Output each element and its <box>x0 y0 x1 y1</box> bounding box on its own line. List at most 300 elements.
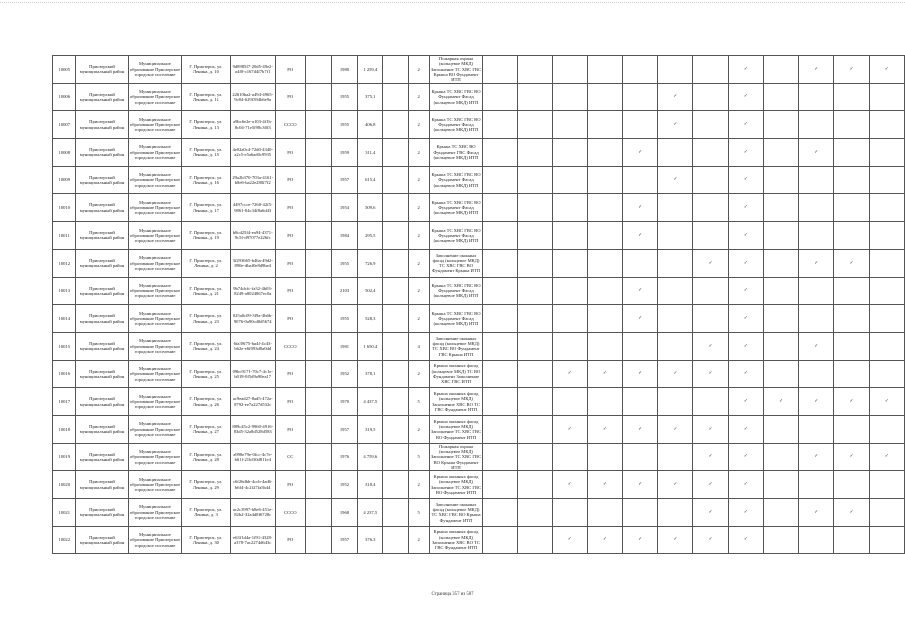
checkmark-cell <box>658 443 693 471</box>
checkmark-cell: ✓ <box>728 222 763 250</box>
checkmark-cell <box>587 56 622 84</box>
ownership-type-cell: СССО <box>275 111 305 139</box>
checkmark-cell <box>693 277 728 305</box>
checkmark-cell: ✓ <box>728 415 763 443</box>
checkmark-cell <box>869 360 904 388</box>
year-built-cell: 1959 <box>331 139 358 167</box>
empty-cell <box>383 111 408 139</box>
district-cell: Приозерский муниципальный район <box>76 249 128 277</box>
year-built-cell: 1952 <box>331 360 358 388</box>
area-cell: 4 759,6 <box>358 443 383 471</box>
checkmark-cell <box>587 111 622 139</box>
checkmark-cell <box>799 305 834 333</box>
checkmark-cell <box>693 166 728 194</box>
area-cell: 1 650,4 <box>358 332 383 360</box>
address-cell: Г. Приозерск, ул. Ленина, д. 27 <box>182 415 230 443</box>
checkmark-cell <box>869 249 904 277</box>
checkmark-cell <box>483 443 518 471</box>
floors-cell: 2 <box>408 56 429 84</box>
checkmark-cell: ✓ <box>587 360 622 388</box>
checkmark-cell <box>658 332 693 360</box>
checkmark-cell <box>869 139 904 167</box>
checkmark-cell <box>763 166 798 194</box>
year-built-cell: 1984 <box>331 222 358 250</box>
empty-cell <box>383 443 408 471</box>
checkmark-cell: ✓ <box>728 443 763 471</box>
checkmark-cell <box>517 139 552 167</box>
checkmark-cell <box>763 443 798 471</box>
checkmark-cell <box>693 305 728 333</box>
year-built-cell: 2103 <box>331 277 358 305</box>
checkmark-cell <box>763 471 798 499</box>
district-cell: Приозерский муниципальный район <box>76 415 128 443</box>
checkmark-cell: ✓ <box>623 139 658 167</box>
checkmark-cell <box>834 194 869 222</box>
municipality-cell: Муниципальное образование Приозерское городское поселение <box>128 166 182 194</box>
checkmark-cell <box>483 249 518 277</box>
building-id-cell: 3f293665-b46a-49d2-890e-dbaf0e8d9be4 <box>230 249 275 277</box>
empty-cell <box>383 360 408 388</box>
municipality-cell: Муниципальное образование Приозерское городское поселение <box>128 194 182 222</box>
checkmark-cell: ✓ <box>799 56 834 84</box>
checkmark-cell <box>869 194 904 222</box>
checkmark-cell <box>763 56 798 84</box>
row-number-cell: 10006 <box>53 83 76 111</box>
checkmark-cell: ✓ <box>693 443 728 471</box>
year-built-cell: 1957 <box>331 526 358 554</box>
ownership-type-cell: РО <box>275 388 305 416</box>
works-list-cell: Пожарная охрана (кольцевое МКД) Заполнение ТС ХВС ГВС ВО Крыша Фундамент ИТП <box>430 443 482 470</box>
ownership-type-cell: РО <box>275 415 305 443</box>
municipality-cell: Муниципальное образование Приозерское городское поселение <box>128 526 182 554</box>
checkmark-cell <box>869 83 904 111</box>
municipality-cell: Муниципальное образование Приозерское городское поселение <box>128 443 182 471</box>
checkmark-cell <box>799 194 834 222</box>
ownership-type-cell: РО <box>275 194 305 222</box>
checkmark-cell <box>834 415 869 443</box>
empty-cell <box>305 249 331 277</box>
checkmark-cell <box>552 139 587 167</box>
row-number-cell: 10022 <box>53 526 76 554</box>
checkmark-cell <box>834 526 869 554</box>
district-cell: Приозерский муниципальный район <box>76 277 128 305</box>
ownership-type-cell: СССО <box>275 499 305 527</box>
checkmark-cell <box>517 56 552 84</box>
row-number-cell: 10020 <box>53 471 76 499</box>
area-cell: 319,5 <box>358 415 383 443</box>
year-built-cell: 1970 <box>331 388 358 416</box>
empty-cell <box>305 388 331 416</box>
checkmark-cell <box>834 305 869 333</box>
empty-cell <box>305 443 331 471</box>
address-cell: Г. Приозерск, ул. Ленина, д. 19 <box>182 222 230 250</box>
table-row <box>53 305 905 333</box>
checkmark-cell <box>869 111 904 139</box>
checkmark-cell: ✓ <box>834 499 869 527</box>
building-id-cell: 22610ba2-a494-4965-9c84-629f394b6e9a <box>230 83 275 111</box>
empty-cell <box>305 360 331 388</box>
empty-cell <box>305 277 331 305</box>
table-row <box>53 111 905 139</box>
building-id-cell: 889c45c2-9960-4916-83d5-32a8d528d583 <box>230 415 275 443</box>
district-cell: Приозерский муниципальный район <box>76 305 128 333</box>
area-cell: 311,4 <box>358 139 383 167</box>
ownership-type-cell: РО <box>275 56 305 84</box>
checkmark-cell <box>869 166 904 194</box>
empty-cell <box>305 526 331 554</box>
address-cell: Г. Приозерск, ул. Ленина, д. 17 <box>182 194 230 222</box>
checkmark-cell <box>763 111 798 139</box>
district-cell: Приозерский муниципальный район <box>76 332 128 360</box>
municipality-cell: Муниципальное образование Приозерское городское поселение <box>128 139 182 167</box>
ownership-type-cell: РО <box>275 305 305 333</box>
ownership-type-cell: РО <box>275 83 305 111</box>
table-row <box>53 471 905 499</box>
year-built-cell: 1957 <box>331 415 358 443</box>
checkmark-cell <box>623 443 658 471</box>
checkmark-cell: ✓ <box>623 360 658 388</box>
checkmark-cell <box>658 305 693 333</box>
floors-cell: 2 <box>408 526 429 554</box>
district-cell: Приозерский муниципальный район <box>76 499 128 527</box>
checkmark-cell <box>552 111 587 139</box>
checkmark-cell <box>869 222 904 250</box>
checkmark-cell <box>799 526 834 554</box>
checkmark-cell <box>623 388 658 416</box>
works-list-cell: Крыша ТС ХВС ГВС ВО Фундамент Фасад (кольцевое МКД) ИТП <box>429 222 482 250</box>
address-cell: Г. Приозерск, ул. Ленина, д. 29 <box>182 471 230 499</box>
municipality-cell: Муниципальное образование Приозерское городское поселение <box>128 56 182 84</box>
checkmark-cell: ✓ <box>728 194 763 222</box>
checkmark-cell <box>483 415 518 443</box>
checkmark-cell <box>517 415 552 443</box>
district-cell: Приозерский муниципальный район <box>76 443 128 471</box>
municipality-cell: Муниципальное образование Приозерское городское поселение <box>128 83 182 111</box>
checkmark-cell <box>623 83 658 111</box>
checkmark-cell <box>517 111 552 139</box>
checkmark-cell: ✓ <box>799 332 834 360</box>
checkmark-cell <box>483 139 518 167</box>
empty-cell <box>305 222 331 250</box>
checkmark-cell <box>517 388 552 416</box>
checkmark-cell: ✓ <box>728 166 763 194</box>
works-list-cell: Крыша оконных фасад (кольцевое МКД) Заполнение ТС ХВС ГВС ВО Фундамент ИТП <box>429 471 482 499</box>
checkmark-cell <box>763 83 798 111</box>
checkmark-cell <box>483 83 518 111</box>
checkmark-cell <box>763 139 798 167</box>
table-row <box>53 222 905 250</box>
checkmark-cell <box>869 471 904 499</box>
checkmark-cell: ✓ <box>658 471 693 499</box>
works-list-cell: Заполнение оконных фасад (кольцевое МКД) ТС ХВС ГВС ВО Крыша Фундамент ИТП <box>429 499 482 527</box>
checkmark-cell <box>623 166 658 194</box>
checkmark-cell: ✓ <box>623 222 658 250</box>
municipality-cell: Муниципальное образование Приозерское городское поселение <box>128 360 182 388</box>
checkmark-cell: ✓ <box>693 415 728 443</box>
checkmark-cell <box>834 360 869 388</box>
checkmark-cell: ✓ <box>552 415 587 443</box>
checkmark-cell <box>693 83 728 111</box>
checkmark-cell <box>517 194 552 222</box>
ownership-type-cell: РО <box>275 139 305 167</box>
works-list-cell: Крыша оконных фасад (кольцевое МКД) Заполнение ХВС ВО ТС ГВС Фундамент ИТП <box>429 388 482 416</box>
ownership-type-cell: РО <box>275 222 305 250</box>
checkmark-cell <box>799 222 834 250</box>
table-row <box>53 139 905 167</box>
page-footer: Страница 357 из 587 <box>431 592 474 597</box>
floors-cell: 2 <box>408 471 429 499</box>
checkmark-cell <box>763 526 798 554</box>
area-cell: 509,6 <box>358 194 383 222</box>
year-built-cell: 1954 <box>331 194 358 222</box>
municipality-cell: Муниципальное образование Приозерское городское поселение <box>128 222 182 250</box>
ownership-type-cell: СС <box>275 443 305 471</box>
checkmark-cell <box>658 388 693 416</box>
building-id-cell: b8cd25f4-ea94-4371-9c5f-d97077e226fc <box>230 222 275 250</box>
district-cell: Приозерский муниципальный район <box>76 111 128 139</box>
checkmark-cell <box>693 111 728 139</box>
checkmark-cell <box>552 249 587 277</box>
table-row <box>53 388 905 416</box>
empty-cell <box>305 139 331 167</box>
table-row <box>53 249 905 277</box>
ownership-type-cell: РО <box>275 360 305 388</box>
row-number-cell: 10005 <box>53 56 76 84</box>
row-number-cell: 10013 <box>53 277 76 305</box>
table-row <box>53 499 905 527</box>
empty-cell <box>383 332 408 360</box>
empty-cell <box>383 194 408 222</box>
checkmark-cell <box>483 166 518 194</box>
area-cell: 376,3 <box>358 526 383 554</box>
checkmark-cell <box>623 332 658 360</box>
checkmark-cell <box>552 305 587 333</box>
housing-register-table <box>52 55 905 554</box>
floors-cell: 5 <box>408 388 429 416</box>
checkmark-cell <box>552 332 587 360</box>
checkmark-cell: ✓ <box>693 360 728 388</box>
table-body <box>53 56 905 554</box>
district-cell: Приозерский муниципальный район <box>76 360 128 388</box>
checkmark-cell <box>834 166 869 194</box>
checkmark-cell <box>658 277 693 305</box>
checkmark-cell: ✓ <box>834 443 869 471</box>
works-list-cell: Крыша оконных фасад (кольцевое МКД) Заполнение ХВС ВО ТС ГВС Фундамент ИТП <box>429 526 482 554</box>
checkmark-cell <box>799 111 834 139</box>
ownership-type-cell: СССО <box>275 332 305 360</box>
row-number-cell: 10016 <box>53 360 76 388</box>
empty-cell <box>305 415 331 443</box>
checkmark-cell <box>693 222 728 250</box>
checkmark-cell <box>869 277 904 305</box>
district-cell: Приозерский муниципальный район <box>76 388 128 416</box>
checkmark-cell <box>763 194 798 222</box>
checkmark-cell <box>552 388 587 416</box>
checkmark-cell: ✓ <box>728 277 763 305</box>
checkmark-cell <box>834 111 869 139</box>
year-built-cell: 1957 <box>331 166 358 194</box>
scan-edge-marks <box>0 2 905 5</box>
checkmark-cell <box>658 222 693 250</box>
address-cell: Г. Приозерск, ул. Ленина, д. 2 <box>182 249 230 277</box>
checkmark-cell <box>799 360 834 388</box>
checkmark-cell <box>869 332 904 360</box>
checkmark-cell <box>517 443 552 471</box>
floors-cell: 5 <box>408 443 429 471</box>
works-list-cell: Крыша ТС ХВС ГВС ВО Фундамент Фасад (кольцевое МКД) ИТП <box>429 277 482 305</box>
checkmark-cell: ✓ <box>728 388 763 416</box>
checkmark-cell: ✓ <box>799 249 834 277</box>
district-cell: Приозерский муниципальный район <box>76 56 128 84</box>
building-id-cell: 4e02a0c4-72d0-4340-a2c5-e5a6ad0c9935 <box>230 139 275 167</box>
address-cell: Г. Приозерск, ул. Ленина, д. 16 <box>182 166 230 194</box>
checkmark-cell <box>483 526 518 554</box>
checkmark-cell <box>517 83 552 111</box>
checkmark-cell: ✓ <box>799 499 834 527</box>
table-row <box>53 443 905 471</box>
checkmark-cell <box>552 56 587 84</box>
works-list-cell: Крыша оконных фасад (кольцевое МКД) Заполнение ТС ХВС ГВС ВО Фундамент ИТП <box>429 415 482 443</box>
works-list-cell: Крыша ТС ХВС ГВС ВО Фундамент Фасад (кольцевое МКД) ИТП <box>429 305 482 333</box>
works-list-cell: Крыша ТС ХВС ГВС ВО Фундамент Фасад (кольцевое МКД) ИТП <box>429 194 482 222</box>
district-cell: Приозерский муниципальный район <box>76 526 128 554</box>
building-id-cell: 9d8985f7-20d5-49e2-a4f0-c167d4f7b7f1 <box>230 56 275 84</box>
year-built-cell: 1981 <box>331 332 358 360</box>
checkmark-cell <box>483 471 518 499</box>
building-id-cell: c6f26dbb-4ccb-4ad6-b6f4-4c2f27fa5b44 <box>230 471 275 499</box>
checkmark-cell <box>483 360 518 388</box>
municipality-cell: Муниципальное образование Приозерское городское поселение <box>128 111 182 139</box>
checkmark-cell <box>552 277 587 305</box>
ownership-type-cell: РО <box>275 526 305 554</box>
table-row <box>53 360 905 388</box>
row-number-cell: 10014 <box>53 305 76 333</box>
address-cell: Г. Приозерск, ул. Ленина, д. 13 <box>182 111 230 139</box>
checkmark-cell <box>834 332 869 360</box>
empty-cell <box>305 56 331 84</box>
address-cell: Г. Приозерск, ул. Ленина, д. 21 <box>182 277 230 305</box>
checkmark-cell: ✓ <box>693 332 728 360</box>
checkmark-cell <box>763 499 798 527</box>
table-row <box>53 277 905 305</box>
municipality-cell: Муниципальное образование Приозерское городское поселение <box>128 277 182 305</box>
year-built-cell: 1955 <box>331 305 358 333</box>
checkmark-cell: ✓ <box>728 360 763 388</box>
checkmark-cell <box>587 194 622 222</box>
district-cell: Приозерский муниципальный район <box>76 222 128 250</box>
checkmark-cell: ✓ <box>763 388 798 416</box>
empty-cell <box>305 332 331 360</box>
address-cell: Г. Приозерск, ул. Ленина, д. 10 <box>182 56 230 84</box>
checkmark-cell <box>693 388 728 416</box>
building-id-cell: 4497ccce-7260-42f5-9861-04c34f8a6d43 <box>230 194 275 222</box>
floors-cell: 2 <box>408 194 429 222</box>
checkmark-cell: ✓ <box>834 56 869 84</box>
checkmark-cell <box>834 139 869 167</box>
row-number-cell: 10008 <box>53 139 76 167</box>
building-id-cell: a998e79e-0fcc-4c7e-b61f-21bf30d811e4 <box>230 443 275 471</box>
checkmark-cell <box>483 222 518 250</box>
year-built-cell: 1955 <box>331 249 358 277</box>
checkmark-cell: ✓ <box>623 305 658 333</box>
year-built-cell: 1952 <box>331 471 358 499</box>
area-cell: 615,4 <box>358 166 383 194</box>
checkmark-cell <box>658 249 693 277</box>
table-row <box>53 83 905 111</box>
checkmark-cell <box>658 56 693 84</box>
floors-cell: 5 <box>408 499 429 527</box>
checkmark-cell <box>834 471 869 499</box>
empty-cell <box>383 83 408 111</box>
empty-cell <box>383 222 408 250</box>
checkmark-cell <box>693 56 728 84</box>
checkmark-cell <box>517 526 552 554</box>
works-list-cell: Крыша ТС ХВС ГВС ВО Фундамент Фасад (кольцевое МКД) ИТП <box>429 166 482 194</box>
checkmark-cell <box>552 222 587 250</box>
empty-cell <box>383 388 408 416</box>
checkmark-cell: ✓ <box>587 415 622 443</box>
empty-cell <box>383 305 408 333</box>
row-number-cell: 10017 <box>53 388 76 416</box>
checkmark-cell: ✓ <box>799 139 834 167</box>
municipality-cell: Муниципальное образование Приозерское городское поселение <box>128 388 182 416</box>
checkmark-cell <box>483 111 518 139</box>
checkmark-cell <box>693 194 728 222</box>
municipality-cell: Муниципальное образование Приозерское городское поселение <box>128 415 182 443</box>
checkmark-cell <box>517 305 552 333</box>
checkmark-cell <box>763 249 798 277</box>
checkmark-cell: ✓ <box>693 499 728 527</box>
area-cell: 378,1 <box>358 360 383 388</box>
checkmark-cell: ✓ <box>728 111 763 139</box>
checkmark-cell <box>587 277 622 305</box>
empty-cell <box>383 499 408 527</box>
district-cell: Приозерский муниципальный район <box>76 139 128 167</box>
floors-cell: 2 <box>408 222 429 250</box>
empty-cell <box>305 111 331 139</box>
checkmark-cell: ✓ <box>834 249 869 277</box>
area-cell: 406,8 <box>358 111 383 139</box>
checkmark-cell <box>517 360 552 388</box>
checkmark-cell <box>658 194 693 222</box>
checkmark-cell: ✓ <box>552 526 587 554</box>
checkmark-cell <box>483 388 518 416</box>
district-cell: Приозерский муниципальный район <box>76 83 128 111</box>
row-number-cell: 10009 <box>53 166 76 194</box>
address-cell: Г. Приозерск, ул. Ленина, д. 30 <box>182 526 230 554</box>
checkmark-cell <box>483 332 518 360</box>
checkmark-cell: ✓ <box>658 526 693 554</box>
floors-cell: 2 <box>408 166 429 194</box>
checkmark-cell <box>552 83 587 111</box>
floors-cell: 2 <box>408 249 429 277</box>
empty-cell <box>383 166 408 194</box>
empty-cell <box>305 166 331 194</box>
checkmark-cell <box>834 222 869 250</box>
district-cell: Приозерский муниципальный район <box>76 471 128 499</box>
row-number-cell: 10010 <box>53 194 76 222</box>
checkmark-cell: ✓ <box>799 388 834 416</box>
municipality-cell: Муниципальное образование Приозерское городское поселение <box>128 249 182 277</box>
works-list-cell: Крыша ТС ХВС ГВС ВО Фундамент Фасад (кольцевое МКД) ИТП <box>429 111 482 139</box>
empty-cell <box>383 249 408 277</box>
checkmark-cell <box>587 83 622 111</box>
checkmark-cell: ✓ <box>623 471 658 499</box>
area-cell: 4 237,5 <box>358 499 383 527</box>
row-number-cell: 10018 <box>53 415 76 443</box>
checkmark-cell: ✓ <box>623 194 658 222</box>
checkmark-cell <box>587 139 622 167</box>
